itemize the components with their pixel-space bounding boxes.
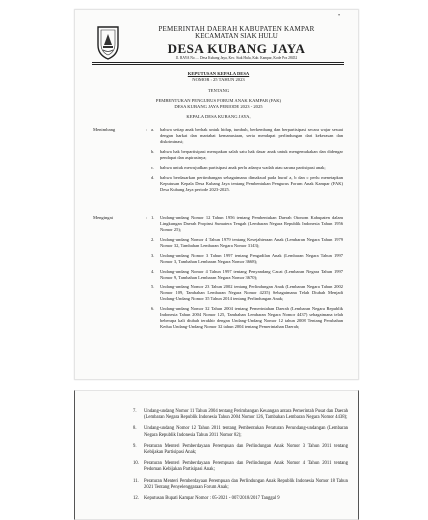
item-number: 8. <box>133 426 137 432</box>
mengingat-label: Mengingat <box>93 215 113 220</box>
item-text: Undang-undang Nomor 4 Tahun 1997 tentang Penyandang Cacat (Lembaran Negara Tahun 1997 Nomor 9, Tambahan Lembaran Negara Nomor 3670); <box>160 268 343 280</box>
document-page-2 <box>74 390 359 520</box>
item-text: bahwa berdasarkan pertimbangan sebagaimana dimaksud pada huruf a, b dan c perlu menetapkan Keputusan Kepala Desa Kubang Jaya tentang Pembentukan Pengurus Forum Anak Kampar (FAK) Desa Kubang Jaya periode 2023-2025. <box>160 174 343 192</box>
mengingat-item <box>151 253 343 265</box>
item-text: Undang-undang Nomor 12 Tahun 1956 tentang Pembentukan Daerah Otonom Kabupaten dalam Lingkungan Daerah Propinsi Sumatera Tengah (Lembaran Negara Republik Indonesia Tahun 1956 Nomor 25); <box>160 215 343 232</box>
item-number: 9. <box>133 443 137 449</box>
mengingat-item <box>133 444 348 456</box>
mengingat-item <box>151 237 343 249</box>
mengingat-item <box>151 215 343 233</box>
decree-subject-line-1: PEMBENTUKAN PENGURUS FORUM ANAK KAMPAR (FAK) <box>155 98 282 103</box>
menimbang-item <box>151 149 343 161</box>
menimbang-colon: : <box>146 127 148 132</box>
mengingat-list <box>151 215 343 334</box>
mengingat-item <box>151 284 343 302</box>
item-text: Undang-undang Nomor 32 Tahun 2004 tentang Pemerintahan Daerah (Lembaran Negara Republik Indonesia Tahun 2004 Nomor 125, Tambahan Lembaran Negara Nomor 4437) sebagaimana telah beberapa kali diubah terakhir dengan Undang-Undang Nomor 12 tahun 2008 Tentang Perubahan Kedua Undang-Undang Nomor 32 tahun 2004 tentang Pemerintahan Daerah; <box>160 306 343 330</box>
item-number: 4. <box>151 268 155 274</box>
decree-about: TENTANG <box>207 88 230 93</box>
item-number: b. <box>151 148 155 154</box>
decree-title <box>93 71 344 77</box>
letterhead-district: KECAMATAN SIAK HULU <box>195 32 278 41</box>
item-number: 12. <box>133 496 139 502</box>
menimbang-item <box>151 175 343 193</box>
menimbang-list <box>151 127 343 196</box>
letterhead <box>125 26 348 61</box>
letterhead-government: PEMERINTAH DAERAH KABUPATEN KAMPAR <box>158 25 315 33</box>
mengingat-item <box>133 479 348 491</box>
decree-subject-line-2: DESA KUBANG JAYA PERIODE 2023 - 2025 <box>174 104 263 109</box>
item-number: 6. <box>151 306 155 312</box>
mengingat-item <box>133 426 348 438</box>
item-text: bahwa setiap anak berhak untuk hidup, tumbuh, berkembang dan berpartisipasi secara wajar sesuai dengan harkat dan martabat kemanusiaan, serta mendapat perlindungan dari kekerasan dan diskriminasi; <box>160 127 343 144</box>
item-number: c. <box>151 164 155 170</box>
item-text: Undang-undang Nomor 12 Tahun 2011 tentang Pembentukan Peraturan Perundang-undangan (Lembaran Negara Republik Indonesia Tahun 2011 Nomor 82); <box>144 426 348 438</box>
item-number: 11. <box>133 478 139 484</box>
document-page-1 <box>74 9 359 380</box>
mengingat-colon: : <box>146 215 148 220</box>
menimbang-label: Menimbang <box>93 127 116 132</box>
decree-title-text: KEPUTUSAN KEPALA DESA <box>187 71 250 76</box>
item-number: 3. <box>151 252 155 258</box>
item-text: Keputusan Bupati Kampar Nomor : 05-2021 - 007/2018/2017 Tanggal 9 <box>144 496 280 502</box>
item-number: 10. <box>133 461 139 467</box>
item-text: Peraturan Menteri Pemberdayaan Perempuan dan Perlindungan Anak Nomor 4 Tahun 2011 tentang Pedoman Kebijakan Partisipasi Anak; <box>144 461 348 473</box>
menimbang-item <box>151 165 343 171</box>
item-number: 2. <box>151 236 155 242</box>
mengingat-item <box>151 269 343 281</box>
item-text: Undang-undang Nomor 23 Tahun 2002 tentang Perlindungan Anak (Lembaran Negara Tahun 2002 Nomor 109, Tambahan Lembaran Negara Nomor 4235) Sebagaimana Telah Diubah Menjadi Undang-Undang Nomor 35 Tahun 2014 tentang Perlindungan Anak; <box>160 284 343 302</box>
letterhead-divider <box>92 62 344 65</box>
page-mark: • <box>338 13 341 19</box>
item-number: d. <box>151 174 155 180</box>
item-text: Undang-undang Nomor 4 Tahun 1979 tentang Kesejahteraan Anak (Lembaran Negara Tahun 1979 Nomor 32, Tambahan Lembaran Negara Nomor 3143); <box>160 236 343 248</box>
item-text: Undang-undang Nomor 3 Tahun 1997 tentang Pengadilan Anak (Lembaran Negara Tahun 1997 Nomor 3, Tambahan Lembaran Negara Nomor 3668); <box>160 252 343 264</box>
item-text: bahwa hak berpartisipasi merupakan salah satu hak dasar anak untuk mengemukakan dan didengar pendapat dan aspirasinya; <box>160 148 343 160</box>
letterhead-village: DESA KUBANG JAYA <box>167 40 306 56</box>
menimbang-item <box>151 127 343 145</box>
kampar-regency-emblem-icon <box>95 25 121 61</box>
item-number: 7. <box>133 409 137 414</box>
mengingat-item <box>133 409 348 421</box>
item-text: Peraturan Menteri Pemberdayaan Perempuan dan Perlindungan Anak Republik Indonesia Nomor 18 Tahun 2021 Tentang Penyelenggaraan Forum Anak; <box>144 478 348 490</box>
mengingat-item <box>133 461 348 473</box>
decree-issuer: KEPALA DESA KUBANG JAYA, <box>186 114 251 119</box>
mengingat-item <box>151 306 343 330</box>
item-number: 1. <box>151 215 155 220</box>
item-number: 5. <box>151 284 155 290</box>
item-text: Undang-undang Nomor 11 Tahun 2004 tentang Perimbangan Keuangan antara Pemerintah Pusat dan Daerah (Lembaran Negara Republik Indonesia Tahun 2004 Nomor 126, Tambahan Lembaran Negara Nomor 4438); <box>144 409 348 421</box>
item-number: a. <box>151 127 155 132</box>
mengingat-list-continued <box>133 409 348 507</box>
item-text: Peraturan Menteri Pemberdayaan Perempuan dan Perlindungan Anak Nomor 3 Tahun 2011 tentang Kebijakan Partisipasi Anak; <box>144 443 348 456</box>
letterhead-address: Jl. RAYA No. ... Desa Kubang Jaya, Kec. Siak Hulu, Kab. Kampar, Kode Pos 28452 <box>175 56 298 61</box>
item-text: bahwa untuk mewujudkan partisipasi anak perlu adanya wadah atau sarana partisipasi anak; <box>160 164 326 170</box>
mengingat-item <box>133 496 348 502</box>
decree-number: NOMOR : 25 TAHUN 2023 <box>192 77 245 82</box>
